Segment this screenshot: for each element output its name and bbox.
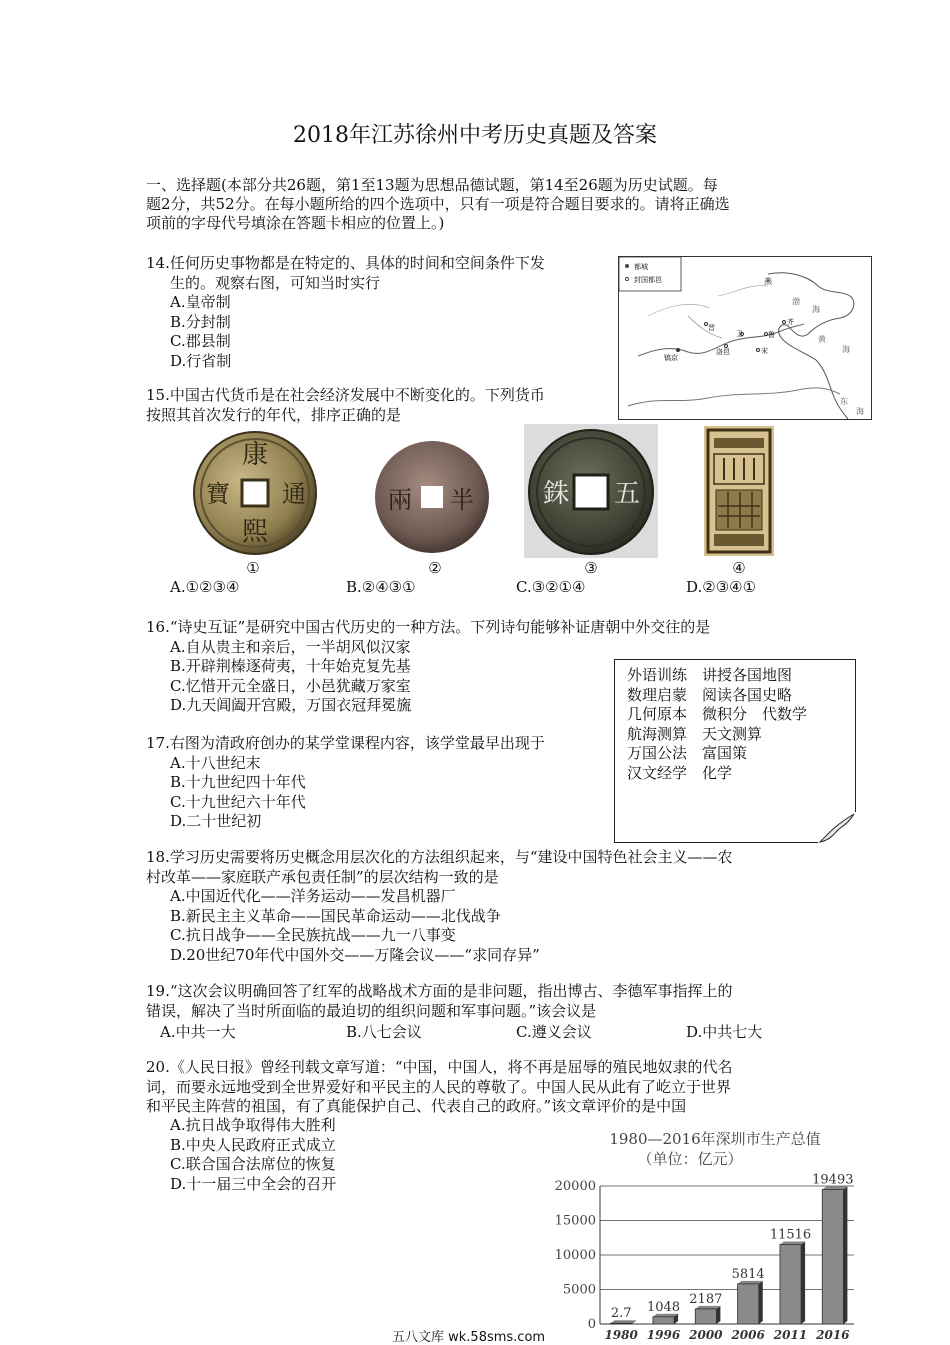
- option-b: B.开辟荆榛逐荷夷，十年始克复先基: [170, 657, 411, 675]
- bar-value-label: 11516: [769, 1227, 812, 1243]
- label-luoyi: 洛邑: [716, 348, 730, 356]
- question-stem: 14.任何历史事物都是在特定的、具体的时间和空间条件下发: [146, 254, 545, 272]
- coin-wuzhu-image: [524, 424, 658, 558]
- option-b: B.分封制: [170, 312, 231, 331]
- bar-side: [716, 1306, 720, 1324]
- option-a: A.抗日战争取得伟大胜利: [170, 1116, 336, 1134]
- bar-side: [801, 1242, 805, 1324]
- gdp-bar-chart: [540, 1168, 860, 1344]
- option-b: B.八七会议: [346, 1023, 422, 1041]
- option-a: A.自从贵主和亲后，一半胡风似汉家: [170, 637, 411, 656]
- label-wei: 卫: [736, 330, 743, 338]
- option-a: A.中共一大: [160, 1023, 236, 1041]
- course-line: 几何原本 微积分 代数学: [627, 705, 808, 723]
- coin-kangxi-image: [190, 428, 320, 558]
- x-tick-label: 1980: [604, 1328, 638, 1342]
- question-stem: 和平民主阵营的祖国，有了真能保护自己、代表自己的政府。”该文章评价的是中国: [146, 1097, 687, 1115]
- course-list: [615, 660, 855, 783]
- option-d: D.20世纪70年代中国外交——万隆会议——“求同存异”: [170, 945, 540, 964]
- bar-value-label: 19493: [812, 1172, 854, 1188]
- coin-number: ①: [246, 559, 260, 577]
- option-b: B.十九世纪四十年代: [170, 773, 306, 791]
- label-yan: 燕: [764, 277, 772, 286]
- question-stem: 18.学习历史需要将历史概念用层次化的方法组织起来，与“建设中国特色社会主义——农: [146, 848, 733, 866]
- coin-char: 康: [241, 440, 269, 470]
- page-title: 2018年江苏徐州中考历史真题及答案: [293, 123, 657, 148]
- x-tick-label: 2000: [689, 1328, 723, 1342]
- question-20: [146, 1058, 846, 1117]
- coin-label-4: [724, 559, 754, 577]
- label-huanghai: 黄: [818, 335, 826, 344]
- bar-value-label: 2187: [689, 1291, 723, 1307]
- question-stem: 16.“诗史互证”是研究中国古代历史的一种方法。下列诗句能够补证唐朝中外交往的是: [146, 618, 711, 636]
- label-qi: 齐: [787, 318, 794, 326]
- question-18: [146, 848, 846, 965]
- label-donghai: 海: [856, 407, 864, 416]
- section-intro: [146, 176, 826, 233]
- option-a: A.十八世纪末: [170, 753, 261, 772]
- course-line: 数理启蒙 阅读各国史略: [627, 685, 793, 704]
- option-b: B.新民主主义革命——国民革命运动——北伐战争: [170, 906, 501, 925]
- x-tick-label: 2016: [816, 1328, 850, 1342]
- question-stem: 生的。观察右图，可知当时实行: [170, 273, 381, 292]
- question-stem: 错误，解决了当时所面临的最迫切的组织问题和军事问题。”该会议是: [146, 1001, 597, 1020]
- option-a: A.皇帝制: [170, 293, 231, 311]
- bar-value-label: 5814: [731, 1266, 765, 1282]
- question-stem: 按照其首次发行的年代，排序正确的是: [146, 405, 402, 424]
- label-huanghai: 海: [842, 345, 850, 354]
- coin-number: ③: [584, 559, 598, 577]
- legend-fief: 封国都邑: [634, 276, 662, 284]
- option-d: D.②③④①: [686, 578, 757, 596]
- bar: [653, 1317, 674, 1324]
- option-d: D.二十世纪初: [170, 812, 262, 830]
- intro-line: 一、选择题(本部分共26题，第1至13题为思想品德试题，第14至26题为历史试题。每: [146, 176, 718, 194]
- x-tick-label: 2006: [731, 1328, 765, 1342]
- coin-char: 通: [282, 480, 306, 508]
- coin-number: ④: [732, 559, 746, 577]
- page-curl-icon: [818, 812, 856, 844]
- bar-value-label: 2.7: [610, 1306, 632, 1322]
- y-tick-label: 10000: [554, 1248, 596, 1263]
- label-lu: 鲁: [768, 331, 775, 339]
- question-stem: 15.中国古代货币是在社会经济发展中不断变化的。下列货币: [146, 386, 545, 404]
- q15-options: [170, 578, 850, 596]
- coin-char: 半: [450, 486, 474, 514]
- option-d: D.中共七大: [686, 1023, 763, 1041]
- y-tick-label: 20000: [554, 1179, 596, 1194]
- footer-watermark: 五八文库 wk.58sms.com: [392, 1330, 546, 1345]
- intro-line: 题2分，共52分。在每小题所给的四个选项中，只有一项是符合题目要求的。请将正确选: [146, 195, 730, 213]
- paper-money-image: [704, 426, 774, 556]
- y-tick-label: 15000: [554, 1213, 596, 1229]
- bar: [611, 1323, 632, 1324]
- option-c: C.郡县制: [170, 332, 231, 350]
- question-14: [146, 254, 616, 371]
- coin-char: 寶: [206, 480, 230, 508]
- bar-side: [843, 1186, 847, 1324]
- chart-title: 1980—2016年深圳市生产总值: [609, 1130, 821, 1148]
- course-line: 航海测算 天文测算: [627, 724, 763, 743]
- label-song: 宋: [761, 347, 768, 355]
- capital-legend-icon: [625, 264, 629, 268]
- question-17: [146, 734, 616, 832]
- coin-label-3: [576, 559, 606, 577]
- x-tick-label: 2011: [773, 1328, 808, 1342]
- bar: [822, 1189, 843, 1324]
- label-donghai: 东: [840, 397, 848, 406]
- label-bohai: 海: [812, 305, 820, 314]
- question-stem: 19.“这次会议明确回答了红军的战略战术方面的是非问题，指出博古、李德军事指挥上的: [146, 982, 733, 1000]
- bar: [695, 1309, 716, 1324]
- label-haojing: 镐京: [664, 354, 678, 362]
- option-d: D.行省制: [170, 351, 232, 370]
- bar-side: [759, 1281, 763, 1324]
- course-line: 汉文经学 化学: [627, 763, 733, 782]
- zhou-map: [618, 256, 872, 420]
- coin-number: ②: [428, 559, 442, 577]
- option-c: C.抗日战争——全民族抗战——九一八事变: [170, 926, 456, 944]
- coin-label-2: [420, 559, 450, 577]
- option-c: C.遵义会议: [516, 1023, 592, 1041]
- question-stem: 17.右图为清政府创办的某学堂课程内容，该学堂最早出现于: [146, 734, 545, 752]
- coin-char: 銖: [542, 479, 570, 509]
- option-b: B.中央人民政府正式成立: [170, 1135, 336, 1154]
- intro-line: 项前的字母代号填涂在答题卡相应的位置上。): [146, 214, 445, 232]
- coin-char: 五: [613, 479, 641, 509]
- option-c: C.十九世纪六十年代: [170, 792, 306, 811]
- chart-subtitle: （单位：亿元）: [637, 1150, 743, 1168]
- option-b: B.②④③①: [346, 578, 416, 596]
- bar-value-label: 1048: [646, 1299, 681, 1315]
- option-d: D.十一届三中全会的召开: [170, 1174, 337, 1193]
- option-a: A.①②③④: [170, 578, 240, 596]
- question-15: [146, 386, 616, 425]
- option-c: C.联合国合法席位的恢复: [170, 1155, 336, 1173]
- label-bohai: 渤: [792, 297, 800, 306]
- coin-banliang-image: [372, 438, 492, 556]
- question-19: [146, 982, 846, 1021]
- y-tick-label: 5000: [562, 1282, 596, 1298]
- bar: [738, 1284, 759, 1324]
- option-c: C.忆惜开元全盛日，小邑犹藏万家室: [170, 676, 411, 695]
- course-line: 外语训练 讲授各国地图: [627, 666, 793, 684]
- legend-capital: 都城: [634, 263, 648, 271]
- course-line: 万国公法 富国策: [627, 744, 748, 762]
- coin-label-1: [238, 559, 268, 577]
- option-c: C.③②①④: [516, 578, 586, 596]
- question-stem: 20.《人民日报》曾经刊载文章写道：“中国，中国人，将不再是屈辱的殖民地奴隶的代名: [146, 1058, 733, 1076]
- capital-marker: [676, 348, 680, 352]
- x-tick-label: 1996: [646, 1328, 681, 1342]
- q19-options: [160, 1021, 840, 1042]
- option-a: A.中国近代化——洋务运动——发昌机器厂: [170, 887, 456, 905]
- bar: [780, 1245, 801, 1324]
- question-stem: 村改革——家庭联产承包责任制”的层次结构一致的是: [146, 867, 499, 886]
- y-tick-label: 0: [587, 1317, 596, 1332]
- option-d: D.九天阊阖开宫殿，万国衣冠拜冕旒: [170, 696, 412, 714]
- coin-char: 熙: [241, 517, 269, 547]
- q20-options: [146, 1116, 526, 1194]
- label-jin: 晋: [708, 324, 715, 332]
- coin-char: 兩: [388, 486, 412, 514]
- question-stem: 词，而要永远地受到全世界爱好和平民主的人民的尊敬了。中国人民从此有了屹立于世界: [146, 1077, 732, 1096]
